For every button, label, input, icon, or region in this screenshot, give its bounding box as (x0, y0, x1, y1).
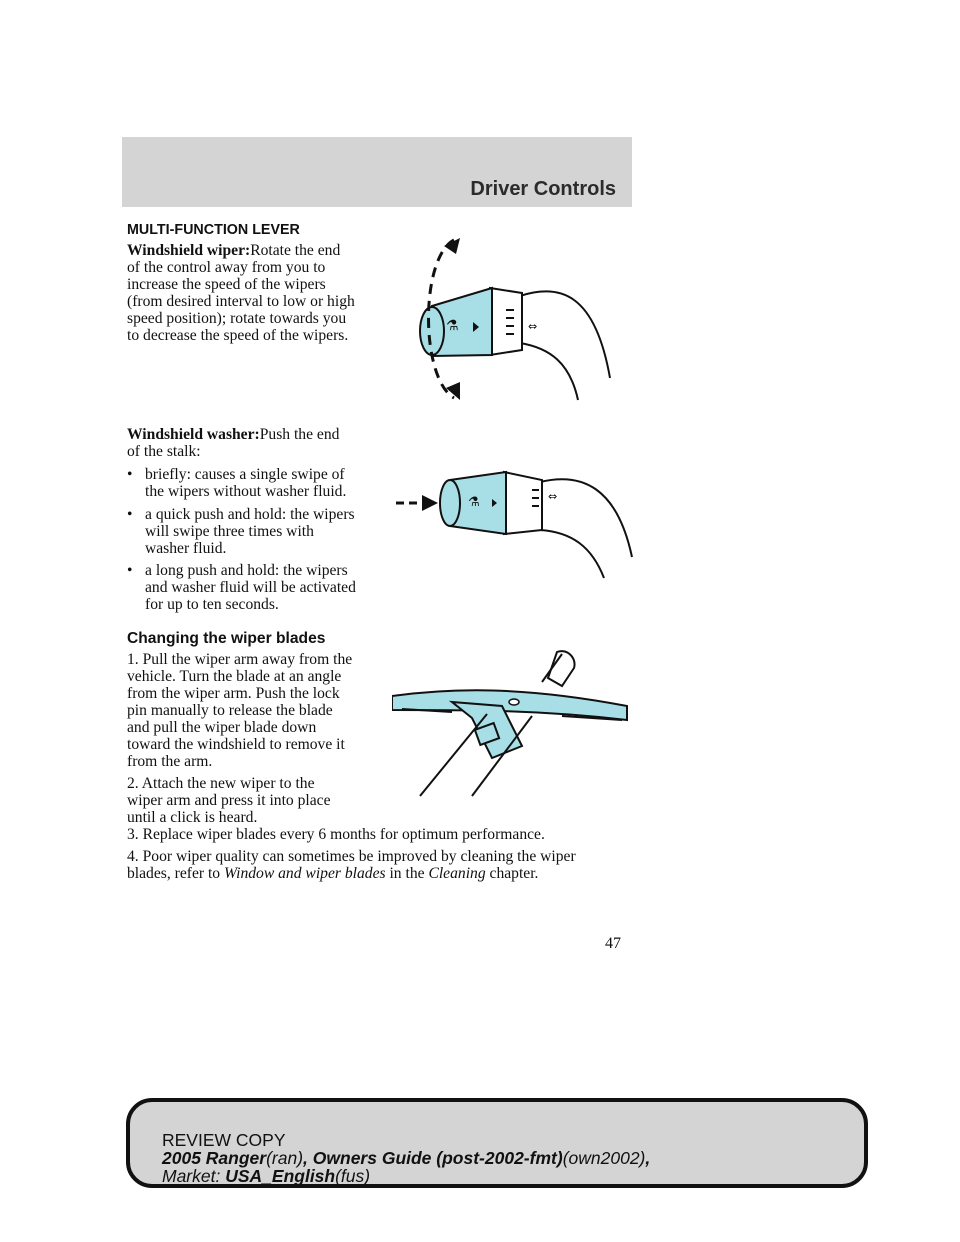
bullet-dot: • (127, 466, 133, 483)
footer-model-code: (ran) (266, 1148, 304, 1168)
section-title: Driver Controls (470, 178, 616, 200)
washer-line-1 (127, 427, 339, 444)
step1-line-2: vehicle. Turn the blade at an angle (127, 668, 342, 685)
washer-label: Windshield washer: (127, 426, 260, 443)
blades-heading: Changing the wiper blades (127, 630, 326, 647)
wiper-text-start: Rotate the end (250, 242, 341, 259)
footer-comma: , (645, 1148, 651, 1168)
page-header (122, 137, 632, 207)
footer-model: 2005 Ranger (162, 1148, 267, 1168)
step4-text: blades, refer to (127, 865, 224, 882)
review-label: REVIEW COPY (162, 1130, 286, 1150)
page-number: 47 (605, 935, 621, 952)
svg-text:⇔: ⇔ (528, 320, 538, 333)
step1-line-6: toward the windshield to remove it (127, 736, 345, 753)
wiper-stalk-push-illustration (392, 462, 637, 580)
washer-line-2: of the stalk: (127, 443, 201, 460)
bullet-line: washer fluid. (145, 539, 227, 557)
bullet-dot: • (127, 562, 133, 579)
bullet-line: briefly: causes a single swipe of (145, 466, 345, 483)
step1-line-7: from the arm. (127, 753, 213, 770)
bullet-line: and washer fluid will be activated (145, 578, 356, 596)
step3: 3. Replace wiper blades every 6 months for optimum performance. (127, 826, 545, 843)
bullet-text (145, 507, 395, 558)
wiper-line-1 (127, 243, 340, 260)
bullet-dot: • (127, 506, 133, 523)
step4-text: in the (385, 865, 429, 882)
step2-line-3: until a click is heard. (127, 809, 258, 826)
wiper-blade-illustration (392, 648, 632, 798)
step2-line-2: wiper arm and press it into place (127, 792, 331, 809)
footer-guide: Owners Guide (post-2002-fmt) (312, 1148, 563, 1168)
step4-text: chapter. (485, 865, 539, 882)
footer-guide-code: (own2002) (562, 1148, 646, 1168)
step4-line-1: 4. Poor wiper quality can sometimes be improved by cleaning the wiper (127, 848, 576, 865)
wiper-line-4: (from desired interval to low or high (127, 293, 355, 310)
bullet-text (145, 563, 395, 614)
step4-line-2 (127, 866, 538, 883)
bullet-line: will swipe three times with (145, 522, 314, 540)
svg-text:⚗: ⚗ (468, 495, 480, 510)
bullet-text (145, 467, 395, 501)
section-heading: MULTI-FUNCTION LEVER (127, 222, 300, 238)
wiper-line-3: increase the speed of the wipers (127, 276, 326, 293)
svg-text:⇔: ⇔ (548, 490, 558, 503)
bullet-line: the wipers without washer fluid. (145, 482, 347, 500)
footer-separator: , (303, 1148, 313, 1168)
wiper-line-2: of the control away from you to (127, 259, 326, 276)
bullet-line: a long push and hold: the wipers (145, 562, 348, 579)
step1-line-1: 1. Pull the wiper arm away from the (127, 651, 353, 668)
step4-reference-section: Window and wiper blades (223, 865, 386, 882)
svg-text:⚗: ⚗ (446, 318, 459, 334)
washer-bullet-2 (127, 507, 387, 558)
review-copy-footer (126, 1098, 868, 1188)
wiper-stalk-rotate-illustration (410, 238, 625, 403)
footer-market-line (162, 1166, 370, 1187)
washer-text-start: Push the end (259, 426, 340, 443)
bullet-line: a quick push and hold: the wipers (145, 506, 355, 523)
step1-line-5: and pull the wiper blade down (127, 719, 317, 736)
step1-line-3: from the wiper arm. Push the lock (127, 685, 340, 702)
step2-line-1: 2. Attach the new wiper to the (127, 775, 315, 792)
step4-reference-chapter: Cleaning (428, 865, 486, 882)
wiper-label: Windshield wiper: (127, 242, 251, 259)
footer-market-code: (fus) (335, 1166, 371, 1186)
footer-market-label: Market: (162, 1166, 226, 1186)
washer-bullet-1 (127, 467, 387, 501)
wiper-line-5: speed position); rotate towards you (127, 310, 347, 327)
washer-bullet-3 (127, 563, 387, 614)
step1-line-4: pin manually to release the blade (127, 702, 333, 719)
wiper-line-6: to decrease the speed of the wipers. (127, 327, 349, 344)
footer-market: USA_English (225, 1166, 336, 1186)
bullet-line: for up to ten seconds. (145, 595, 279, 613)
